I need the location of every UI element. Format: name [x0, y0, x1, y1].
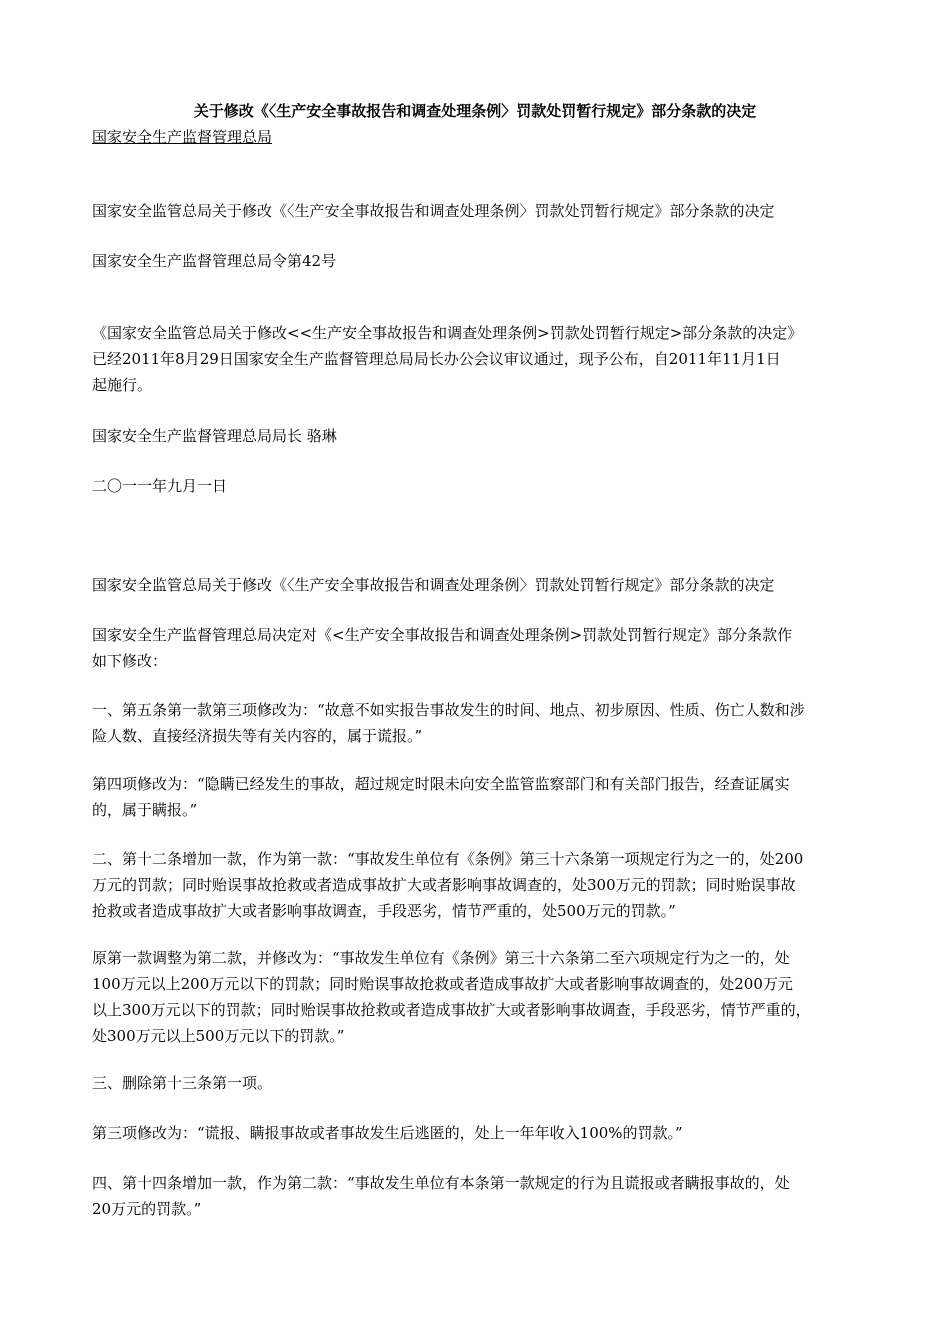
paragraph-line: 以上300万元以下的罚款；同时贻误事故抢救或者造成事故扩大或者影响事故调查，手段恶劣，情节严重的， [92, 1001, 811, 1019]
signer [92, 423, 867, 449]
item-3 [92, 1070, 867, 1096]
paragraph-line: 国家安全生产监督管理总局令第42号 [92, 252, 337, 270]
decision-intro [92, 622, 867, 674]
paragraph-line: 原第一款调整为第二款，并修改为：“事故发生单位有《条例》第三十六条第二至六项规定行为之一的，处 [92, 949, 790, 967]
paragraph-line: 的，属于瞒报。” [92, 801, 198, 819]
paragraph-line: 处300万元以上500万元以下的罚款。” [92, 1027, 345, 1045]
heading-repeat-2 [92, 572, 867, 598]
document-title: 关于修改《〈生产安全事故报告和调查处理条例〉罚款处罚暂行规定》部分条款的决定 [193, 102, 757, 120]
paragraph-line: 二、第十二条增加一款，作为第一款：“事故发生单位有《条例》第三十六条第一项规定行为之一的，处200 [92, 850, 804, 868]
item-1 [92, 697, 867, 749]
item-1b [92, 771, 867, 823]
item-4 [92, 1170, 867, 1222]
paragraph-line: 三、删除第十三条第一项。 [92, 1074, 273, 1092]
paragraph-line: 抢救或者造成事故扩大或者影响事故调查，手段恶劣，情节严重的，处500万元的罚款。” [92, 902, 676, 920]
paragraph-line: 第三项修改为：“谎报、瞒报事故或者事故发生后逃匿的，处上一年年收入100%的罚款。” [92, 1124, 683, 1142]
paragraph-line: 二〇一一年九月一日 [92, 477, 228, 495]
paragraph-line: 险人数、直接经济损失等有关内容的，属于谎报。” [92, 727, 423, 745]
item-3b [92, 1120, 867, 1146]
item-2 [92, 846, 867, 924]
intro-paragraph [92, 320, 867, 398]
paragraph-line: 四、第十四条增加一款，作为第二款：“事故发生单位有本条第一款规定的行为且谎报或者瞒报事故的，处 [92, 1174, 790, 1192]
paragraph-line: 国家安全监管总局关于修改《〈生产安全事故报告和调查处理条例〉罚款处罚暂行规定》部分条款的决定 [92, 202, 775, 220]
paragraph-line: 已经2011年8月29日国家安全生产监督管理总局局长办公会议审议通过，现予公布，自2011年11月1日 [92, 350, 781, 368]
paragraph-line: 国家安全生产监督管理总局决定对《<生产安全事故报告和调查处理条例>罚款处罚暂行规定》部分条款作 [92, 626, 793, 644]
paragraph-line: 一、第五条第一款第三项修改为：“故意不如实报告事故发生的时间、地点、初步原因、性质、伤亡人数和涉 [92, 701, 805, 719]
paragraph-line: 万元的罚款；同时贻误事故抢救或者造成事故扩大或者影响事故调查的，处300万元的罚款；同时贻误事故 [92, 876, 796, 894]
order-number [92, 248, 867, 274]
paragraph-line: 起施行。 [92, 376, 153, 394]
paragraph-line: 100万元以上200万元以下的罚款；同时贻误事故抢救或者造成事故扩大或者影响事故调查的，处200万元 [92, 975, 793, 993]
paragraph-line: 如下修改： [92, 652, 168, 670]
paragraph-line: 《国家安全监管总局关于修改<<生产安全事故报告和调查处理条例>罚款处罚暂行规定>部分条款的决定》 [92, 324, 803, 342]
paragraph-line: 第四项修改为：“隐瞒已经发生的事故，超过规定时限未向安全监管监察部门和有关部门报告，经查证属实 [92, 775, 790, 793]
paragraph-line: 国家安全生产监督管理总局局长 骆琳 [92, 427, 337, 445]
paragraph-line: 20万元的罚款。” [92, 1200, 202, 1218]
item-2b [92, 945, 867, 1049]
sign-date [92, 473, 867, 499]
heading-repeat-1 [92, 198, 867, 224]
issuer-link[interactable]: 国家安全生产监督管理总局 [92, 128, 273, 146]
paragraph-line: 国家安全监管总局关于修改《〈生产安全事故报告和调查处理条例〉罚款处罚暂行规定》部分条款的决定 [92, 576, 775, 594]
